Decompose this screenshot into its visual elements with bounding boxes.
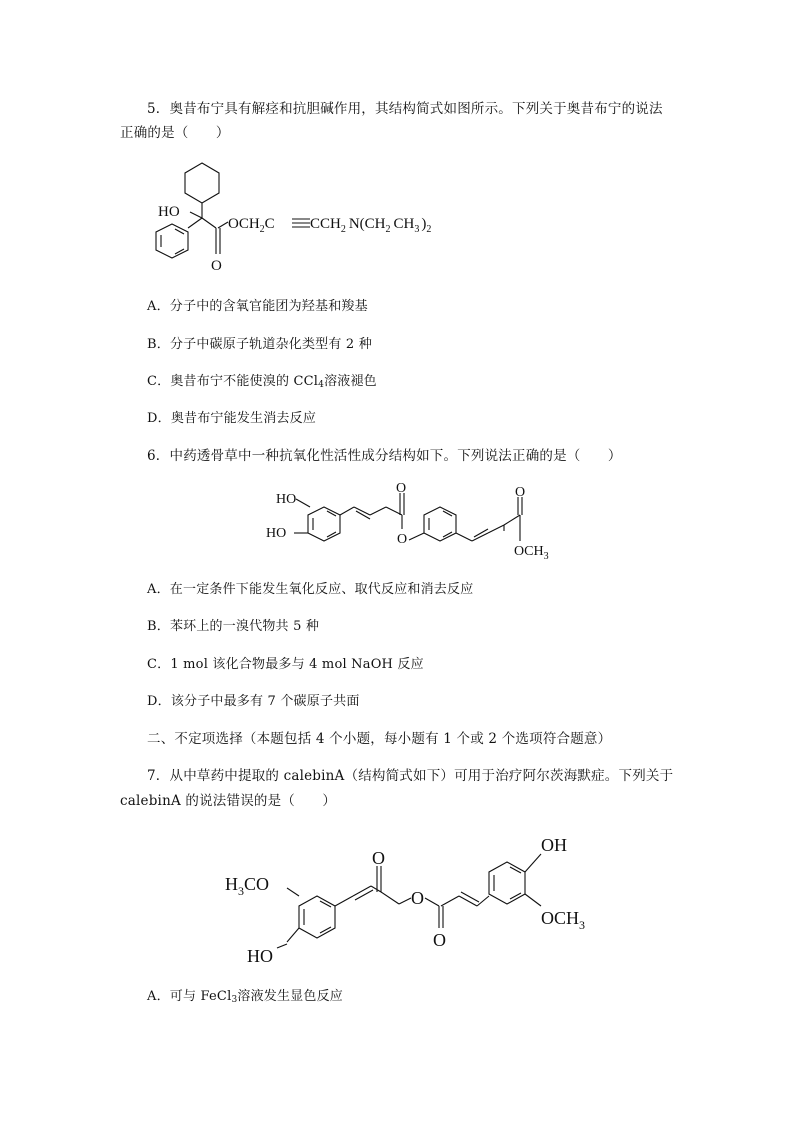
q7-oh-right: OH xyxy=(541,835,567,855)
q7-option-a: A．可与 FeCl$_3$溶液发生显色反应 xyxy=(147,989,343,1005)
q6-option-d: D．该分子中最多有 7 个碳原子共面 xyxy=(147,694,360,709)
q6-ester-o: O xyxy=(397,532,408,547)
q5-option-b: B．分子中碳原子轨道杂化类型有 2 种 xyxy=(147,337,372,352)
q7-ketone-o: O xyxy=(372,848,385,868)
section-2-heading: 二、不定项选择（本题包括 4 个小题，每小题有 1 个或 2 个选项符合题意） xyxy=(147,731,612,747)
q5-option-a: A．分子中的含氧官能团为羟基和羧基 xyxy=(147,299,368,314)
q6-carbonyl-o-2: O xyxy=(515,485,526,500)
q5-carbonyl-o: O xyxy=(211,258,222,274)
q6-ho-top: HO xyxy=(276,492,297,507)
q6-carbonyl-o-1: O xyxy=(396,481,407,496)
q7-stem-line1: 7．从中草药中提取的 calebinA（结构简式如下）可用于治疗阿尔茨海默症。下列关于 xyxy=(147,768,674,784)
q7-stem-line2: calebinA 的说法错误的是（ ） xyxy=(120,793,337,809)
q5-stem-line2: 正确的是（ ） xyxy=(120,125,230,141)
q5-option-d: D．奥昔布宁能发生消去反应 xyxy=(147,411,317,426)
q6-structure-diagram xyxy=(262,481,572,565)
q5-option-c: C．奥昔布宁不能使溴的 CCl$_4$溶液褪色 xyxy=(147,374,377,390)
q5-ho-label: HO xyxy=(158,204,180,220)
q6-och3-label: $OCH_3$ xyxy=(514,544,549,562)
q5-chain-text-2: $CCH_2$ $N(CH_2$ $CH_3$ )$_2$ xyxy=(310,216,432,235)
cyclohexane-ring xyxy=(185,163,219,203)
q7-h3co-label: $H_3CO$ xyxy=(225,874,270,898)
q5-structure-diagram xyxy=(150,158,490,278)
q7-carbonyl-o: O xyxy=(433,930,446,950)
q6-stem: 6．中药透骨草中一种抗氧化性活性成分结构如下。下列说法正确的是（ ） xyxy=(147,448,622,464)
q7-structure-diagram xyxy=(225,832,605,972)
q6-option-a: A．在一定条件下能发生氧化反应、取代反应和消去反应 xyxy=(147,582,474,597)
q5-chain-text: $OCH_2C$ xyxy=(228,216,275,235)
q7-och3-label: $OCH_3$ xyxy=(541,908,586,932)
q5-stem-line1: 5．奥昔布宁具有解痉和抗胆碱作用，其结构简式如图所示。下列关于奥昔布宁的说法 xyxy=(147,101,663,117)
q6-ho-bottom: HO xyxy=(266,526,287,541)
q6-option-c: C．1 mol 该化合物最多与 4 mol NaOH 反应 xyxy=(147,657,424,672)
q7-ester-o: O xyxy=(411,888,424,908)
q6-option-b: B．苯环上的一溴代物共 5 种 xyxy=(147,619,320,634)
q7-ho-left: HO xyxy=(247,946,273,966)
